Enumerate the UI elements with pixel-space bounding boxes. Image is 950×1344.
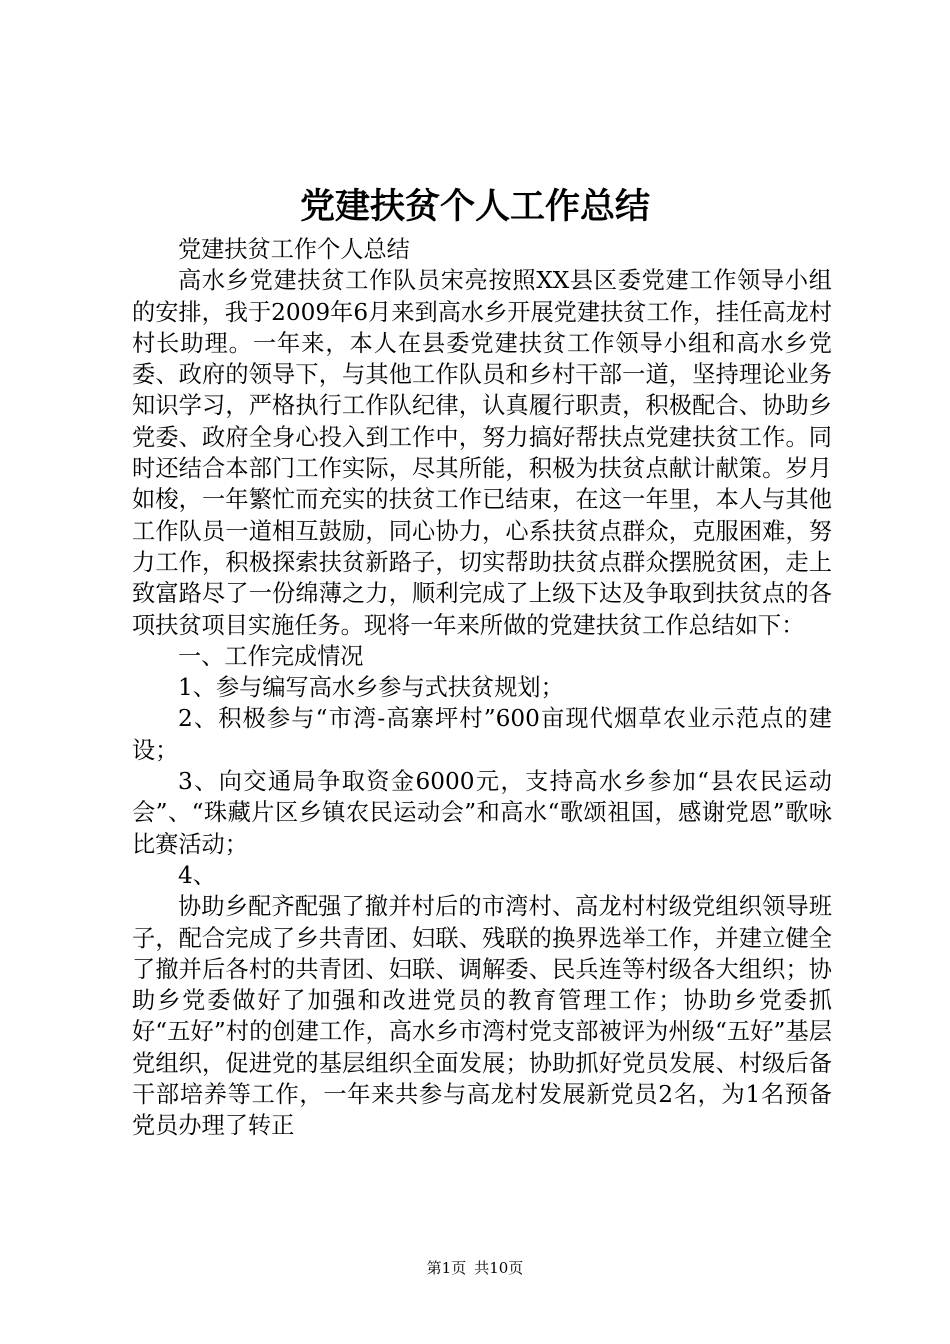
- page-title: 党建扶贫个人工作总结: [299, 186, 650, 227]
- document-body: [132, 234, 832, 1142]
- page-total: 共10页: [474, 1259, 524, 1277]
- page-footer: [0, 1258, 950, 1278]
- section-heading: 一、工作完成情况: [178, 642, 364, 670]
- list-item: 4、: [178, 861, 216, 889]
- paragraph-subtitle: 党建扶贫工作个人总结: [178, 236, 410, 263]
- list-item: 3、向交通局争取资金6000元，支持高水乡参加“县农民运动会”、“珠藏片区乡镇农民运动会”和高水“歌颂祖国，感谢党恩”歌咏比赛活动；: [132, 768, 832, 858]
- list-item: 2、积极参与“市湾-高寨坪村”600亩现代烟草农业示范点的建设；: [132, 705, 832, 764]
- paragraph-intro: 高水乡党建扶贫工作队员宋亮按照XX县区委党建工作领导小组的安排，我于2009年6月来到高水乡开展党建扶贫工作，挂任高龙村村长助理。一年来，本人在县委党建扶贫工作领导小组和高水乡党委、政府的领导下，与其他工作队员和乡村干部一道，坚持理论业务知识学习，严格执行工作队纪律，认真履行职责，积极配合、协助乡党委、政府全身心投入到工作中，努力搞好帮扶点党建扶贫工作。同时还结合本部门工作实际，尽其所能，积极为扶贫点献计献策。岁月如梭，一年繁忙而充实的扶贫工作已结束，在这一年里，本人与其他工作队员一道相互鼓励，同心协力，心系扶贫点群众，克服困难，努力工作，积极探索扶贫新路子，切实帮助扶贫点群众摆脱贫困，走上致富路尽了一份绵薄之力，顺利完成了上级下达及争取到扶贫点的各项扶贫项目实施任务。现将一年来所做的党建扶贫工作总结如下：: [132, 267, 832, 639]
- page-number: 第1页: [426, 1259, 467, 1277]
- paragraph-body: 协助乡配齐配强了撤并村后的市湾村、高龙村村级党组织领导班子，配合完成了乡共青团、妇联、残联的换界选举工作，并建立健全了撤并后各村的共青团、妇联、调解委、民兵连等村级各大组织；协助乡党委做好了加强和改进党员的教育管理工作；协助乡党委抓好“五好”村的创建工作，高水乡市湾村党支部被评为州级“五好”基层党组织，促进党的基层组织全面发展；协助抓好党员发展、村级后备干部培养等工作，一年来共参与高龙村发展新党员2名，为1名预备党员办理了转正: [132, 893, 832, 1140]
- list-item: 1、参与编写高水乡参与式扶贫规划；: [178, 674, 564, 702]
